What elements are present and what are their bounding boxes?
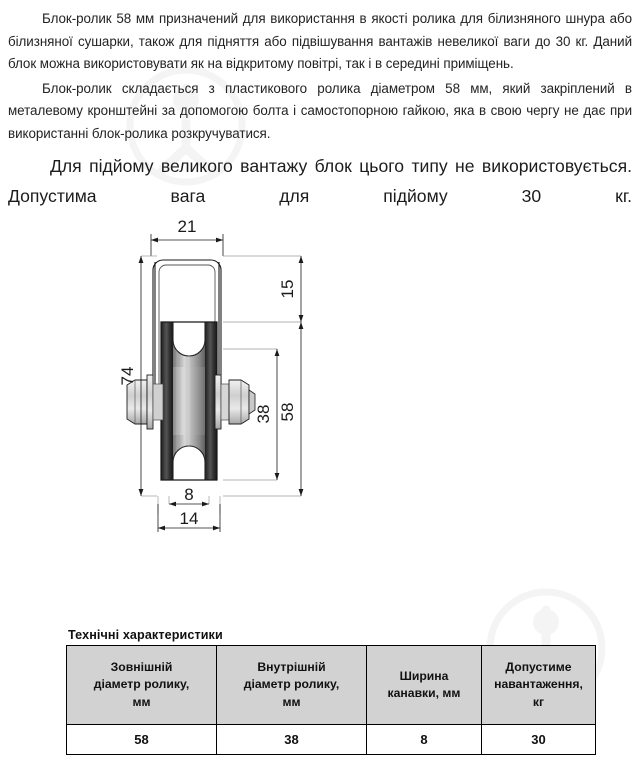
dimension-21: [151, 234, 223, 256]
dim-label-14: 14: [179, 509, 199, 528]
header-line-1: Зовнішній: [110, 659, 173, 674]
dim-label-38: 38: [254, 404, 273, 424]
paragraph-1: Блок-ролик 58 мм призначений для використання в якості ролика для білизняного шнура або білизняної сушарки, також для підняття або підвішування вантажів невеликої ваги до 30 кг. Даний блок можна використовувати як на відкритому повітрі, так і в середині приміщень.: [8, 11, 632, 71]
header-line-3: кг: [532, 694, 545, 709]
header-line-3: мм: [282, 694, 301, 709]
spec-table-section: [66, 628, 583, 755]
dim-label-15: 15: [278, 279, 297, 299]
dimension-15: [299, 256, 304, 322]
header-inner-diameter: [217, 646, 367, 725]
header-line-1: Внутрішній: [257, 659, 326, 674]
header-outer-diameter: [67, 646, 217, 725]
cell-max-load: 30: [482, 725, 596, 755]
dimension-58: [299, 322, 304, 496]
dim-label-21: 21: [177, 217, 197, 236]
table-header-row: [67, 646, 596, 725]
dim-label-58: 58: [278, 402, 297, 422]
paragraph-2: Блок-ролик складається з пластикового ролика діаметром 58 мм, який закріплений в металевому кронштейні за допомогою болта і самостопорною гайкою, яка в свою чергу не дає при використанні блок-ролика розкручуватися.: [8, 80, 632, 141]
cell-groove-width: 8: [367, 725, 482, 755]
header-groove-width: [367, 646, 482, 725]
header-max-load: [482, 646, 596, 725]
cell-outer-diameter: 58: [67, 725, 217, 755]
spec-table: [66, 645, 596, 755]
cell-inner-diameter: 38: [217, 725, 367, 755]
header-line-1: Допустиме: [505, 659, 572, 674]
description-text-block: [8, 8, 632, 241]
header-line-2: канавки, мм: [387, 686, 461, 700]
drawing-svg: [105, 212, 535, 562]
header-line-2: навантаження,: [494, 677, 583, 692]
technical-drawing: [0, 212, 640, 562]
header-line-1: Ширина: [399, 668, 449, 683]
header-line-2: діаметр ролику,: [243, 677, 340, 692]
paragraph-highlight: Для підйому великого вантажу блок цього типу не використовується. Допустима вага для підйому 30 кг.: [8, 156, 632, 206]
header-line-3: мм: [132, 694, 151, 709]
dim-label-74: 74: [118, 366, 137, 386]
header-line-2: діаметр ролику,: [93, 677, 190, 692]
dimension-74: [139, 256, 144, 496]
table-caption: Технічні характеристики: [68, 628, 223, 642]
dim-label-8: 8: [184, 485, 194, 504]
roller-wheel: [161, 322, 217, 480]
table-row: [67, 725, 596, 755]
